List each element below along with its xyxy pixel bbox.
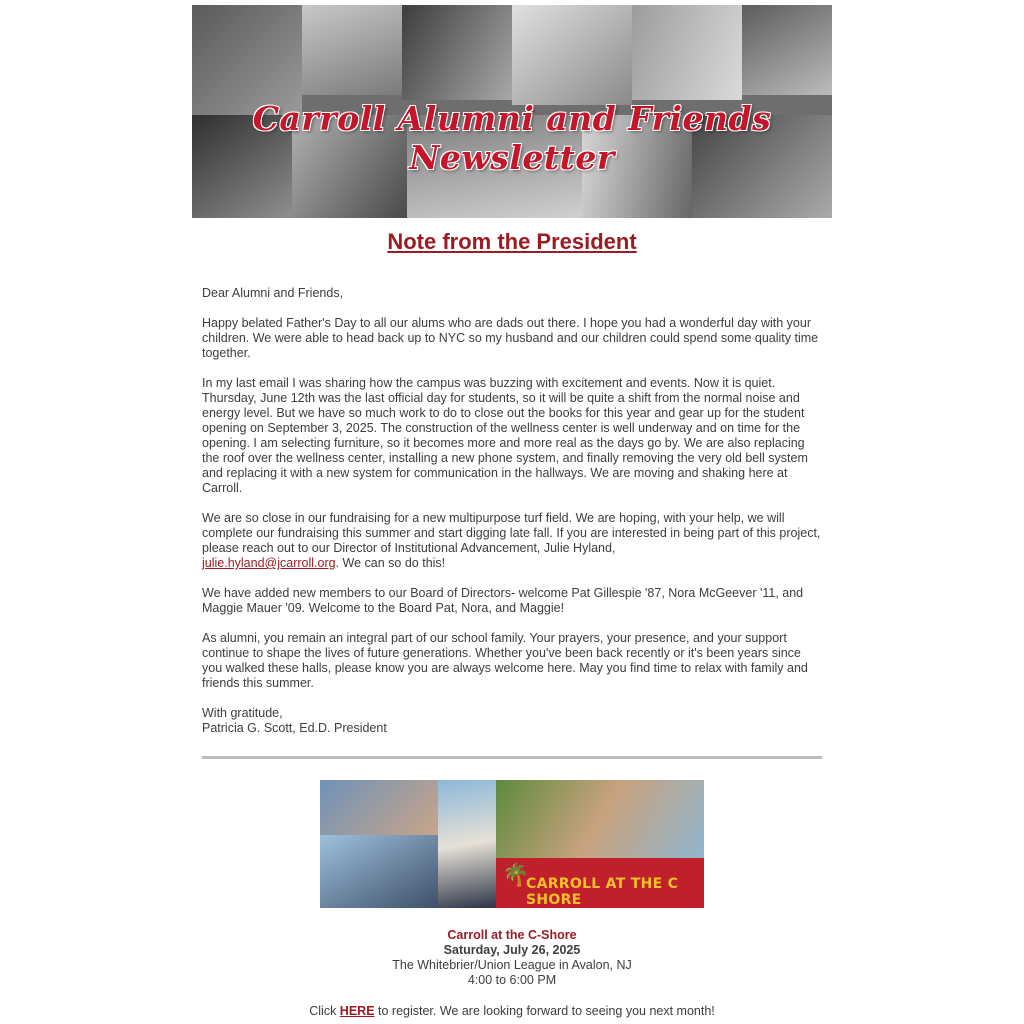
banner-photo-tile [302, 5, 402, 95]
newsletter-title: Carroll Alumni and Friends Newsletter [252, 99, 772, 177]
email-link[interactable]: julie.hyland@jcarroll.org [202, 556, 336, 570]
letter-signature: Patricia G. Scott, Ed.D. President [202, 721, 387, 735]
register-cta [192, 1004, 832, 1018]
banner-photo-tile [742, 5, 832, 95]
cta-prefix: Click [309, 1004, 340, 1018]
cta-suffix: to register. We are looking forward to seeing you next month! [374, 1004, 715, 1018]
header-banner [192, 5, 832, 218]
letter-greeting: Dear Alumni and Friends, [202, 286, 344, 300]
event-photo-tile [438, 780, 496, 908]
letter-paragraph: Happy belated Father's Day to all our alums who are dads out there. I hope you had a wonderful day with your children. We were able to head back up to NYC so my husband and our children could spend some quality time together. [202, 316, 819, 360]
event-photo-tile [496, 780, 704, 858]
divider [202, 756, 822, 759]
event-photo-collage [320, 780, 704, 908]
banner-photo-tile [402, 5, 512, 100]
event-photo-tile [320, 780, 438, 835]
register-link[interactable]: HERE [339, 1004, 375, 1018]
event-time: 4:00 to 6:00 PM [467, 973, 557, 987]
event-details [192, 928, 832, 988]
letter-signoff [202, 706, 822, 736]
event-photo-tile [320, 835, 438, 908]
letter-paragraph [202, 511, 822, 571]
letter-paragraph: We have added new members to our Board of Directors- welcome Pat Gillespie '87, Nora McGeever '11, and Maggie Mauer '09. Welcome to the Board Pat, Nora, and Maggie! [202, 586, 804, 615]
letter-closing: With gratitude, [202, 706, 283, 720]
section-heading: Note from the President [387, 229, 637, 254]
event-name: Carroll at the C-Shore [447, 928, 577, 942]
letter-text: We are so close in our fundraising for a new multipurpose turf field. We are hoping, with your help, we will complete our fundraising this summer and start digging late fall. If you are interested in being part of this project, please reach out to our Director of Institutional Advancement, Julie Hyland, [202, 511, 821, 555]
event-date: Saturday, July 26, 2025 [443, 943, 581, 957]
event-banner-text: CARROLL AT THE C SHORE [526, 876, 679, 908]
event-banner [496, 858, 704, 908]
banner-photo-tile [632, 5, 742, 100]
event-venue: The Whitebrier/Union League in Avalon, NJ [392, 958, 632, 972]
letter-paragraph: In my last email I was sharing how the campus was buzzing with excitement and events. Now it is quiet. Thursday, June 12th was the last official day for students, so it will be quite a shift from the normal noise and energy level. But we have so much work to do to close out the books for this year and gear up for the student opening on September 3, 2025. The construction of the wellness center is well underway and on time for the opening. I am selecting furniture, so it becomes more and more real as the days go by. We are also replacing the roof over the wellness center, installing a new phone system, and finally removing the very old bell system and replacing it with a new system for communication in the hallways. We are moving and shaking here at Carroll. [202, 376, 808, 495]
banner-photo-tile [512, 5, 632, 105]
letter-paragraph: As alumni, you remain an integral part of our school family. Your prayers, your presence, and your support continue to shape the lives of future generations. Whether you've been back recently or it's been years since you walked these halls, please know you are always welcome here. May you find time to relax with family and friends this summer. [202, 631, 808, 690]
president-letter [202, 286, 822, 736]
palm-tree-icon: 🌴 [502, 862, 530, 887]
letter-text: . We can so do this! [335, 556, 446, 570]
newsletter [192, 0, 832, 1018]
